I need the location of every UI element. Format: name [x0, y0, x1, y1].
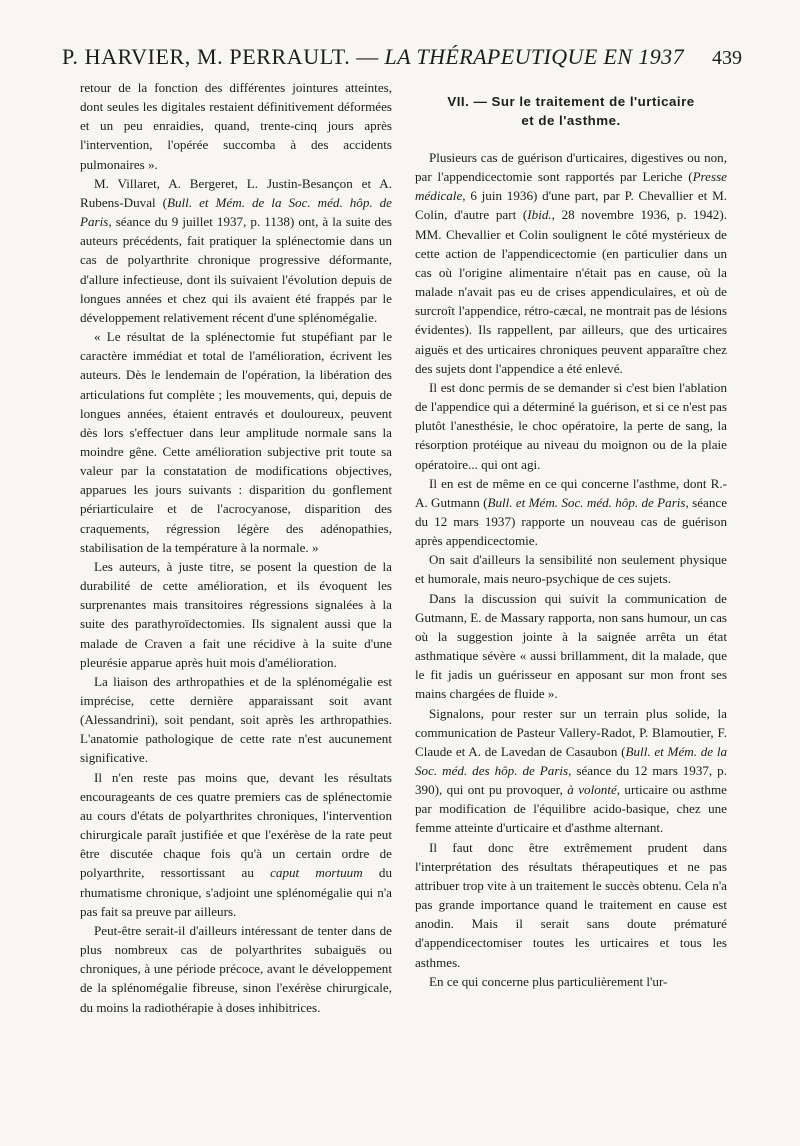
text-run: du rhumatisme chronique, s'adjoint une splénomégalie qui n'a pas fait sa preuve par ailleurs. — [80, 865, 392, 919]
paragraph: Dans la discussion qui suivit la communication de Gutmann, E. de Massary rapporta, non sans humour, un cas où la suggestion jointe à la saignée arrêta un état asthmatique sévère « aussi brillamment, dit la malade, que le fit jadis un guérisseur en apposant sur mon front ses mains chargées de fluide ». — [415, 590, 727, 702]
section-heading-line: VII. — Sur le traitement de l'urticaire — [447, 94, 695, 109]
citation: Bull. et Mém. Soc. méd. hôp. de Paris — [487, 494, 686, 510]
right-column — [415, 78, 727, 991]
text-run: , 28 novembre 1936, p. 1942). MM. Chevallier et Colin soulignent le côté mystérieux de cette action de l'appendicectomie (en particulier dans un cas où l'origine alimentaire n'était pas en cause, où la malade n'avait pas eu de crises appendiculaires, et où de surcroît l'appendice, rétro-cæcal, ne montrait pas de lésions évidentes). Ils rappellent, par ailleurs, que des urticaires aiguës et des urticaires chroniques peuvent apparaître chez des sujets dont l'appendice a été enlevé. — [415, 207, 727, 376]
page-header — [62, 44, 742, 70]
paragraph: Il est donc permis de se demander si c'est bien l'ablation de l'appendice qui a déterminé la guérison, et si ce n'est pas plutôt l'anesthésie, le choc opératoire, la perte de sang, la résorption protéique au niveau du moignon ou de la plaie opératoire... qui ont agi. — [415, 379, 727, 472]
text-run: , séance du 12 mars 1937, p. 390), qui ont pu provoquer, — [415, 763, 727, 798]
left-column — [80, 78, 392, 1017]
paragraph: En ce qui concerne plus particulièrement l'ur- — [429, 973, 668, 989]
emphasis: à volonté — [567, 782, 617, 798]
running-head-title: LA THÉRAPEUTIQUE EN 1937 — [384, 44, 684, 69]
text-run: , séance du 12 mars 1937) rapporte un nouveau cas de guérison après appendicectomie. — [415, 494, 728, 549]
paragraph — [415, 474, 727, 551]
running-head-authors: P. HARVIER, M. PERRAULT. — [62, 44, 351, 69]
text-run: Il n'en reste pas moins que, devant les résultats encourageants de ces quatre premiers cas de splénectomie au cours d'états de polyarthrites chroniques, l'intervention chirurgicale paraît justifiée et que l'exérèse de la rate peut être discutée chaque fois qu'à un certain ordre de polyarthrite, ressortissant au — [80, 769, 392, 881]
citation: Presse médicale — [415, 169, 727, 204]
paragraph: retour de la fonction des différentes jointures atteintes, dont seules les digitales restaient définitivement déformées et un peu enraidies, quand, trente-cinq jours après l'intervention, l'opérée succomba à des accidents pulmonaires ». — [80, 80, 392, 172]
citation: Bull. et Mém. de la Soc. méd. hôp. de Paris — [80, 194, 392, 230]
text-run: Il en est de même en ce qui concerne l'asthme, dont R.-A. Gutmann ( — [415, 475, 727, 510]
paragraph — [80, 768, 392, 921]
paragraph: « Le résultat de la splénectomie fut stupéfiant par le caractère immédiat et total de l'amélioration, écrivent les auteurs. Dès le lendemain de l'opération, la libération des articulations fut complète ; les mouvements, qui, depuis de longues années, étaient entravés et douloureux, peuvent dès lors s'effectuer dans leur amplitude normale sans la moindre gêne. Cette amélioration subjective prit toute sa valeur par la constatation de modifications objectives, apparues les jours suivants : disparition du gonflement périarticulaire et de l'acrocyanose, disparition des craquements, régression légère des adénopathies, stabilisation de la température à la normale. » — [80, 329, 392, 555]
running-head-dash: — — [350, 44, 385, 69]
text-run: , séance du 9 juillet 1937, p. 1138) ont, à la suite des auteurs précédents, fait pratiquer la splénectomie dans un cas de polyarthrite chronique progressive déformante, d'allure infectieuse, dont ils suivaient l'évolution depuis de longues années et chez qui ils avaient été frappés par le développement relativement récent d'une splénomégalie. — [80, 214, 392, 325]
paragraph: On sait d'ailleurs la sensibilité non seulement physique et humorale, mais neuro-psychique de ces sujets. — [415, 552, 727, 587]
paragraph: Il faut donc être extrêmement prudent dans l'interprétation des résultats thérapeutiques et ne pas attribuer trop vite à un traitement le succès obtenu. Cela n'a pas grande importance quand le traitement en cause est anodin. Mais il serait sans doute prématuré d'appendicectomiser toutes les urticaires et tous les asthmes. — [415, 839, 727, 970]
paragraph — [415, 148, 727, 378]
text-run: , urticaire ou asthme par modification de l'équilibre acido-basique, chez une femme atteinte d'urticaire et d'asthme alternant. — [415, 782, 727, 836]
section-heading — [415, 92, 727, 130]
citation: Ibid. — [527, 207, 552, 223]
text-run: Plusieurs cas de guérison d'urticaires, digestives ou non, par l'appendicectomie sont rapportés par Leriche ( — [415, 150, 727, 185]
text-run: Signalons, pour rester sur un terrain plus solide, la communication de Pasteur Vallery-Radot, P. Blamoutier, F. Claude et A. de Lavedan de Casaubon ( — [415, 705, 727, 759]
text-run: M. Villaret, A. Bergeret, L. Justin-Besançon et A. Rubens-Duval ( — [80, 175, 392, 210]
running-head — [62, 44, 684, 70]
page-number: 439 — [712, 47, 742, 69]
paragraph: Peut-être serait-il d'ailleurs intéressant de tenter dans de plus nombreux cas de polyarthrites subaiguës ou chroniques, à une période précoce, avant le développement de la splénomégalie fibreuse, sinon l'exérèse chirurgicale, du moins la radiothérapie à doses inhibitrices. — [80, 922, 392, 1015]
paragraph: Les auteurs, à juste titre, se posent la question de la durabilité de cette amélioration, et ils évoquent les surprenantes mais transitoires régressions signalées à la suite des parathyroïdectomies. Ils signalent aussi que la malade de Craven a fait une récidive à la suite d'une pleurésie apparue après huit mois d'amélioration. — [80, 558, 392, 670]
paragraph — [415, 704, 727, 838]
citation: Bull. et Mém. de la Soc. méd. des hôp. de Paris — [415, 743, 728, 778]
paragraph — [80, 174, 392, 327]
section-heading-line: et de l'asthme. — [521, 113, 621, 128]
paragraph: La liaison des arthropathies et de la splénomégalie est imprécise, cette dernière apparaissant soit avant (Alessandrini), soit pendant, soit après les arthropathies. L'anatomie pathologique de cette rate n'est aucunement significative. — [80, 673, 392, 766]
emphasis: caput mortuum — [270, 865, 363, 881]
text-run: , 6 juin 1936) d'une part, par P. Chevallier et M. Colin, d'autre part ( — [415, 188, 727, 223]
